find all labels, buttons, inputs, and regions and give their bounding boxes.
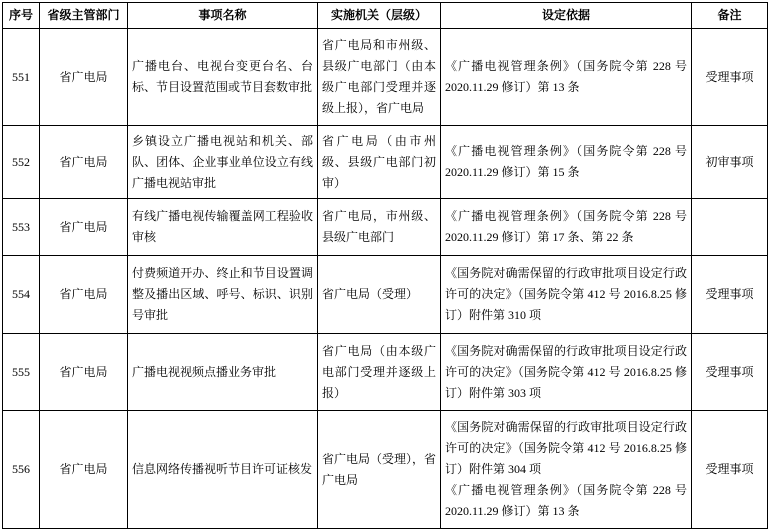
- header-basis: 设定依据: [441, 3, 692, 29]
- header-agency: 实施机关（层级）: [318, 3, 441, 29]
- cell-dept: 省广电局: [40, 256, 128, 334]
- cell-basis: 《国务院对确需保留的行政审批项目设定行政许可的决定》（国务院令第 412 号 2016.8.25 修订）附件第 303 项: [441, 334, 692, 411]
- table-row: [3, 411, 768, 529]
- cell-seq: 555: [3, 334, 40, 411]
- cell-item: 广播电视视频点播业务审批: [128, 334, 318, 411]
- cell-seq: 551: [3, 29, 40, 126]
- cell-note: 受理事项: [692, 411, 768, 529]
- cell-agency: 省广电局，市州级、县级广电部门: [318, 199, 441, 256]
- cell-basis: 《国务院对确需保留的行政审批项目设定行政许可的决定》（国务院令第 412 号 2016.8.25 修订）附件第 310 项: [441, 256, 692, 334]
- cell-seq: 554: [3, 256, 40, 334]
- cell-basis: 《广播电视管理条例》（国务院令第 228 号 2020.11.29 修订）第 13 条: [441, 29, 692, 126]
- cell-note: 受理事项: [692, 334, 768, 411]
- header-row: [3, 3, 768, 29]
- cell-note: 初审事项: [692, 126, 768, 199]
- cell-agency: 省广电局（由本级广电部门受理并逐级上报）: [318, 334, 441, 411]
- header-dept: 省级主管部门: [40, 3, 128, 29]
- approval-items-table: [2, 2, 768, 529]
- cell-item: 信息网络传播视听节目许可证核发: [128, 411, 318, 529]
- cell-seq: 552: [3, 126, 40, 199]
- cell-dept: 省广电局: [40, 199, 128, 256]
- cell-agency: 省广电局（受理），省广电局: [318, 411, 441, 529]
- table-row: [3, 334, 768, 411]
- header-note: 备注: [692, 3, 768, 29]
- cell-note: 受理事项: [692, 29, 768, 126]
- cell-seq: 556: [3, 411, 40, 529]
- table-row: [3, 126, 768, 199]
- cell-basis: 《广播电视管理条例》（国务院令第 228 号 2020.11.29 修订）第 15 条: [441, 126, 692, 199]
- cell-dept: 省广电局: [40, 126, 128, 199]
- cell-seq: 553: [3, 199, 40, 256]
- cell-agency: 省广电局（由市州级、县级广电部门初审）: [318, 126, 441, 199]
- cell-item: 乡镇设立广播电视站和机关、部队、团体、企业事业单位设立有线广播电视站审批: [128, 126, 318, 199]
- cell-dept: 省广电局: [40, 334, 128, 411]
- table-row: [3, 29, 768, 126]
- cell-note: 受理事项: [692, 256, 768, 334]
- table-row: [3, 256, 768, 334]
- cell-agency: 省广电局（受理）: [318, 256, 441, 334]
- table-row: [3, 199, 768, 256]
- cell-basis: 《国务院对确需保留的行政审批项目设定行政许可的决定》（国务院令第 412 号 2016.8.25 修订）附件第 304 项 《广播电视管理条例》（国务院令第 228 号 2020.11.29 修订）第 13 条: [441, 411, 692, 529]
- cell-item: 付费频道开办、终止和节目设置调整及播出区域、呼号、标识、识别号审批: [128, 256, 318, 334]
- cell-item: 广播电台、电视台变更台名、台标、节目设置范围或节目套数审批: [128, 29, 318, 126]
- cell-note: [692, 199, 768, 256]
- cell-basis: 《广播电视管理条例》（国务院令第 228 号 2020.11.29 修订）第 17 条、第 22 条: [441, 199, 692, 256]
- cell-dept: 省广电局: [40, 29, 128, 126]
- header-item: 事项名称: [128, 3, 318, 29]
- cell-agency: 省广电局和市州级、县级广电部门（由本级广电部门受理并逐级上报），省广电局: [318, 29, 441, 126]
- cell-dept: 省广电局: [40, 411, 128, 529]
- cell-item: 有线广播电视传输覆盖网工程验收审核: [128, 199, 318, 256]
- header-seq: 序号: [3, 3, 40, 29]
